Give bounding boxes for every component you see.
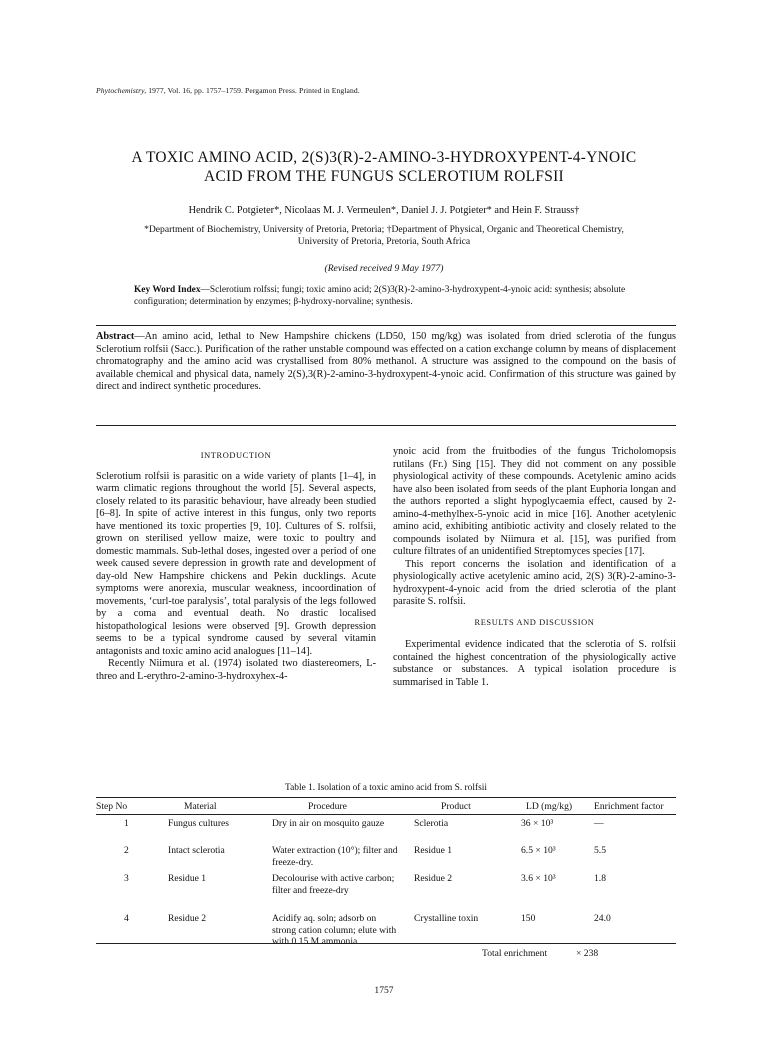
table-header-rule — [96, 814, 676, 815]
table-cell: Water extraction (10°); filter and freeze-dry. — [272, 845, 398, 868]
table-cell: — — [594, 818, 604, 829]
affiliation-line-1: *Department of Biochemistry, University of Pretoria, Pretoria; †Department of Physical, Organic and Theoretical Chemistry, — [144, 224, 624, 235]
table-cell: 2 — [124, 845, 129, 856]
right-paragraph-3: Experimental evidence indicated that the sclerotia of S. rolfsii contained the highest concentration of the physiologically active substance or substances. A typical isolation procedure is summarised in Table 1. — [393, 639, 676, 688]
right-paragraph-1: ynoic acid from the fruitbodies of the fungus Tricholomopsis rutilans (Fr.) Sing [15]. They did not comment on any possible physiological activity of these compounds. Acetylenic amino acids have also been isolated from seeds of the plant Euphoria longan and the authors reported a slight hypoglycaemia effect, caused by 2-amino-4-methylhex-5-ynoic acid in mice [16]. Another acetylenic amino acid, exhibiting antibiotic activity and closely related to the compounds isolated by Niimura et al. [15], was purified from culture filtrates of an unidentified Streptomyces species [17]. — [393, 446, 676, 557]
table-cell: Dry in air on mosquito gauze — [272, 818, 385, 829]
journal-details: 1977, Vol. 16, pp. 1757–1759. Pergamon Press. Printed in England. — [148, 86, 360, 95]
abstract-top-rule — [96, 325, 676, 326]
table-cell: 24.0 — [594, 913, 611, 924]
journal-name: Phytochemistry, — [96, 86, 147, 95]
table-header-cell: Product — [441, 801, 471, 812]
journal-citation — [96, 86, 360, 95]
revised-date: (Revised received 9 May 1977) — [324, 263, 444, 274]
table-cell: 1.8 — [594, 873, 606, 884]
table-cell: 5.5 — [594, 845, 606, 856]
intro-paragraph-1: Sclerotium rolfsii is parasitic on a wide variety of plants [1–4], in warm climatic regions throughout the world [5]. Several aspects, closely related to its parasitic behaviour, have already been studied [6–8]. In spite of active interest in this fungus, only two reports have mentioned its toxic properties [9, 10]. Cultures of S. rolfsii, grown on sterilised yellow maize, were toxic to poultry and domestic mammals. Sub-lethal doses, ingested over a period of one week caused severe depression in growth rate and development of day-old New Hampshire chickens and Pekin ducklings. Acute symptoms were anorexia, muscular weakness, incoordination of movements, ‘curl-toe paralysis’, total paralysis of the legs followed by a coma and eventual death. No drastic localised histopathological lesions were observed [9]. Growth depression seems to be a typical syndrome caused by several vitamin antagonists and toxic amino acid analogues [11–14]. — [96, 470, 376, 657]
table-top-rule — [96, 797, 676, 798]
table-header-cell: Material — [184, 801, 217, 812]
table-cell: 6.5 × 10³ — [521, 845, 556, 856]
abstract-bottom-rule — [96, 425, 676, 426]
paper-title — [90, 148, 678, 186]
table-cell: Crystalline toxin — [414, 913, 479, 924]
table-cell: 36 × 10³ — [521, 818, 554, 829]
table-header-cell: Enrichment factor — [594, 801, 664, 812]
right-paragraph-2: This report concerns the isolation and identification of a physiologically active acetylenic amino acid, 2(S) 3(R)-2-amino-3-hydroxypent-4-ynoic acid from the dried sclerotia of the plant parasite S. rolfsii. — [393, 558, 676, 607]
keyword-index — [134, 284, 634, 308]
title-line-2: ACID FROM THE FUNGUS SCLEROTIUM ROLFSII — [204, 168, 564, 185]
title-line-1: A TOXIC AMINO ACID, 2(S)3(R)-2-AMINO-3-HYDROXYPENT-4-YNOIC — [131, 149, 637, 166]
keyword-text: —Sclerotium rolfssi; fungi; toxic amino acid; 2(S)3(R)-2-amino-3-hydroxypent-4-ynoic acid: synthesis; absolute configuration; determination by enzymes; β-hydroxy-norvaline; synthesis. — [134, 285, 626, 307]
abstract — [96, 331, 676, 394]
table-cell: Residue 2 — [168, 913, 207, 924]
table-cell: Sclerotia — [414, 818, 449, 829]
right-column — [393, 446, 676, 689]
table-cell: 4 — [124, 913, 129, 924]
table-cell: Fungus cultures — [168, 818, 230, 829]
intro-paragraph-2: Recently Niimura et al. (1974) isolated two diastereomers, L-threo and L-erythro-2-amino-3-hydroxyhex-4- — [96, 658, 376, 682]
affiliations — [70, 224, 698, 248]
table-cell: Residue 2 — [414, 873, 453, 884]
abstract-text: —An amino acid, lethal to New Hampshire chickens (LD50, 150 mg/kg) was isolated from dried sclerotia of the fungus Sclerotium rolfsii (Sacc.). Purification of the rather unstable compound was effected on a cation exchange column by means of displacement chromatography and the amino acid was crystallised from 80% methanol. A structure was assigned to the compound on the basis of available chemical and physical data, namely 2(S),3(R)-2-amino-3-hydroxypent-4-ynoic acid. Confirmation of this structure was gained by direct and indirect synthetic procedures. — [96, 331, 676, 393]
introduction-heading: INTRODUCTION — [200, 451, 272, 460]
total-enrichment-label: Total enrichment — [482, 948, 548, 959]
table-cell: 3 — [124, 873, 129, 884]
affiliation-line-2: University of Pretoria, Pretoria, South Africa — [297, 236, 471, 247]
table-caption: Table 1. Isolation of a toxic amino acid from S. rolfsii — [285, 783, 487, 793]
table-cell: 3.6 × 10³ — [521, 873, 556, 884]
table-cell: Acidify aq. soln; adsorb on strong cation column; elute with with 0.15 M ammonia — [272, 913, 397, 947]
table-cell: Intact sclerotia — [168, 845, 225, 856]
author-list: Hendrik C. Potgieter*, Nicolaas M. J. Vermeulen*, Daniel J. J. Potgieter* and Hein F. Strauss† — [188, 205, 580, 216]
table-cell: 1 — [124, 818, 129, 829]
table-header-cell: Procedure — [308, 801, 347, 812]
table-bottom-rule — [96, 943, 676, 944]
table-header-cell: LD (mg/kg) — [526, 801, 573, 812]
table-cell: 150 — [521, 913, 536, 924]
total-enrichment-value: × 238 — [576, 948, 599, 959]
results-heading: RESULTS AND DISCUSSION — [474, 617, 595, 627]
keyword-label: Key Word Index — [134, 285, 201, 295]
table-cell: Residue 1 — [414, 845, 453, 856]
table-cell: Decolourise with active carbon; filter and freeze-dry — [272, 873, 395, 896]
table-header-cell: Step No — [96, 801, 128, 812]
left-column — [96, 450, 376, 683]
abstract-label: Abstract — [96, 331, 135, 342]
page-number: 1757 — [374, 985, 394, 996]
table-cell: Residue 1 — [168, 873, 207, 884]
